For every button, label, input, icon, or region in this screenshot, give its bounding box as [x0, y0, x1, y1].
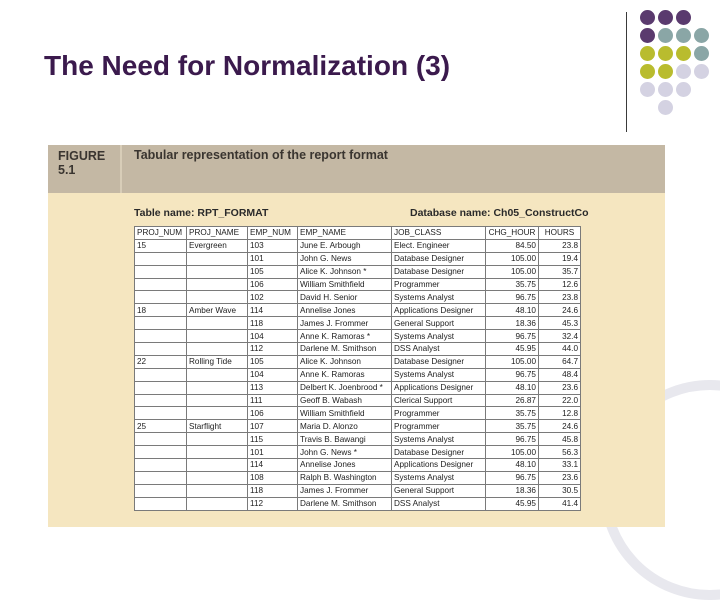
- table-cell: 104: [248, 368, 298, 381]
- decorative-dot: [640, 64, 655, 79]
- decorative-dot: [640, 10, 655, 25]
- figure-label-word: FIGURE: [58, 149, 106, 163]
- table-cell: 115: [248, 433, 298, 446]
- table-cell: 25: [135, 420, 187, 433]
- table-cell: Database Designer: [392, 265, 486, 278]
- table-cell: Darlene M. Smithson: [298, 497, 392, 510]
- table-cell: 45.8: [539, 433, 581, 446]
- decorative-dot: [676, 82, 691, 97]
- decorative-dot: [658, 64, 673, 79]
- table-cell: Programmer: [392, 278, 486, 291]
- table-row: [135, 484, 581, 497]
- table-cell: Applications Designer: [392, 459, 486, 472]
- table-row: [135, 304, 581, 317]
- table-cell: 23.6: [539, 471, 581, 484]
- table-row: [135, 446, 581, 459]
- column-header-proj-num: PROJ_NUM: [135, 227, 187, 240]
- table-cell: 48.10: [486, 381, 539, 394]
- table-cell: 33.1: [539, 459, 581, 472]
- table-row: [135, 368, 581, 381]
- table-cell: [135, 368, 187, 381]
- table-cell: Maria D. Alonzo: [298, 420, 392, 433]
- table-cell: 45.95: [486, 343, 539, 356]
- table-cell: General Support: [392, 484, 486, 497]
- table-cell: June E. Arbough: [298, 239, 392, 252]
- table-cell: [187, 278, 248, 291]
- report-table: [134, 226, 581, 511]
- table-header-row: [135, 227, 581, 240]
- table-cell: 44.0: [539, 343, 581, 356]
- decorative-dot: [676, 28, 691, 43]
- table-cell: [135, 497, 187, 510]
- table-cell: 114: [248, 459, 298, 472]
- table-cell: Systems Analyst: [392, 330, 486, 343]
- table-cell: [187, 394, 248, 407]
- table-cell: David H. Senior: [298, 291, 392, 304]
- table-cell: Amber Wave: [187, 304, 248, 317]
- table-cell: John G. News *: [298, 446, 392, 459]
- table-cell: 35.7: [539, 265, 581, 278]
- table-row: [135, 239, 581, 252]
- column-header-job-class: JOB_CLASS: [392, 227, 486, 240]
- table-cell: 112: [248, 343, 298, 356]
- decorative-dot: [640, 82, 655, 97]
- table-cell: Elect. Engineer: [392, 239, 486, 252]
- table-cell: Travis B. Bawangi: [298, 433, 392, 446]
- table-cell: [187, 497, 248, 510]
- decorative-dot: [640, 46, 655, 61]
- table-cell: 118: [248, 317, 298, 330]
- table-cell: 12.8: [539, 407, 581, 420]
- table-cell: Systems Analyst: [392, 291, 486, 304]
- table-cell: 48.10: [486, 304, 539, 317]
- decorative-dot: [658, 10, 673, 25]
- table-cell: 18.36: [486, 317, 539, 330]
- table-cell: [135, 381, 187, 394]
- decorative-dot: [694, 46, 709, 61]
- column-header-hours: HOURS: [539, 227, 581, 240]
- table-cell: 32.4: [539, 330, 581, 343]
- table-cell: 15: [135, 239, 187, 252]
- table-cell: 105.00: [486, 252, 539, 265]
- table-cell: 18.36: [486, 484, 539, 497]
- table-cell: 48.4: [539, 368, 581, 381]
- decorative-dot: [658, 28, 673, 43]
- decorative-dot-grid: [640, 10, 720, 150]
- table-cell: 102: [248, 291, 298, 304]
- table-cell: 23.8: [539, 291, 581, 304]
- table-cell: [135, 278, 187, 291]
- decorative-dot: [658, 82, 673, 97]
- table-cell: 24.6: [539, 420, 581, 433]
- table-cell: [135, 252, 187, 265]
- table-cell: 45.3: [539, 317, 581, 330]
- table-cell: Ralph B. Washington: [298, 471, 392, 484]
- table-cell: 118: [248, 484, 298, 497]
- database-name: Database name: Ch05_ConstructCo: [410, 207, 589, 219]
- table-cell: 105.00: [486, 355, 539, 368]
- table-cell: 105: [248, 265, 298, 278]
- table-cell: William Smithfield: [298, 278, 392, 291]
- decorative-dot: [694, 28, 709, 43]
- column-header-emp-name: EMP_NAME: [298, 227, 392, 240]
- table-cell: 105: [248, 355, 298, 368]
- figure-header: [48, 145, 665, 193]
- table-cell: [187, 459, 248, 472]
- table-cell: [187, 433, 248, 446]
- table-cell: 101: [248, 446, 298, 459]
- table-cell: Programmer: [392, 420, 486, 433]
- title-divider: [626, 12, 627, 132]
- table-cell: [187, 330, 248, 343]
- table-cell: 111: [248, 394, 298, 407]
- table-cell: Darlene M. Smithson: [298, 343, 392, 356]
- table-cell: 105.00: [486, 446, 539, 459]
- table-cell: [135, 446, 187, 459]
- table-cell: Database Designer: [392, 446, 486, 459]
- table-cell: DSS Analyst: [392, 343, 486, 356]
- table-body: [135, 239, 581, 510]
- decorative-dot: [676, 10, 691, 25]
- table-cell: Applications Designer: [392, 304, 486, 317]
- table-cell: 23.8: [539, 239, 581, 252]
- table-cell: Applications Designer: [392, 381, 486, 394]
- table-cell: 105.00: [486, 265, 539, 278]
- table-cell: [187, 317, 248, 330]
- table-cell: 96.75: [486, 330, 539, 343]
- table-cell: 108: [248, 471, 298, 484]
- table-cell: DSS Analyst: [392, 497, 486, 510]
- table-cell: 26.87: [486, 394, 539, 407]
- table-cell: 112: [248, 497, 298, 510]
- table-cell: 30.5: [539, 484, 581, 497]
- table-cell: Clerical Support: [392, 394, 486, 407]
- table-cell: 104: [248, 330, 298, 343]
- table-row: [135, 394, 581, 407]
- table-cell: Alice K. Johnson *: [298, 265, 392, 278]
- table-row: [135, 381, 581, 394]
- table-cell: 35.75: [486, 278, 539, 291]
- table-row: [135, 355, 581, 368]
- table-cell: Systems Analyst: [392, 433, 486, 446]
- table-row: [135, 330, 581, 343]
- decorative-dot: [658, 46, 673, 61]
- table-cell: 48.10: [486, 459, 539, 472]
- table-cell: 96.75: [486, 291, 539, 304]
- table-row: [135, 471, 581, 484]
- table-row: [135, 278, 581, 291]
- table-row: [135, 317, 581, 330]
- table-cell: James J. Frommer: [298, 484, 392, 497]
- table-cell: 35.75: [486, 407, 539, 420]
- table-cell: Alice K. Johnson: [298, 355, 392, 368]
- table-cell: John G. News: [298, 252, 392, 265]
- table-cell: Geoff B. Wabash: [298, 394, 392, 407]
- table-cell: 101: [248, 252, 298, 265]
- table-cell: 113: [248, 381, 298, 394]
- table-cell: 96.75: [486, 471, 539, 484]
- table-row: [135, 459, 581, 472]
- table-cell: Annelise Jones: [298, 304, 392, 317]
- figure-number: 5.1: [58, 163, 76, 177]
- table-cell: 96.75: [486, 433, 539, 446]
- table-cell: 96.75: [486, 368, 539, 381]
- table-cell: [187, 446, 248, 459]
- table-row: [135, 497, 581, 510]
- table-cell: Programmer: [392, 407, 486, 420]
- table-cell: [135, 484, 187, 497]
- table-cell: Evergreen: [187, 239, 248, 252]
- figure-panel: [48, 145, 665, 527]
- table-cell: James J. Frommer: [298, 317, 392, 330]
- table-cell: [135, 317, 187, 330]
- table-cell: Systems Analyst: [392, 368, 486, 381]
- table-row: [135, 433, 581, 446]
- table-cell: 18: [135, 304, 187, 317]
- table-cell: [135, 459, 187, 472]
- table-cell: [135, 407, 187, 420]
- table-cell: Delbert K. Joenbrood *: [298, 381, 392, 394]
- table-cell: 45.95: [486, 497, 539, 510]
- table-cell: Anne K. Ramoras *: [298, 330, 392, 343]
- figure-caption: Tabular representation of the report format: [134, 148, 388, 162]
- table-row: [135, 407, 581, 420]
- table-name: Table name: RPT_FORMAT: [134, 207, 269, 219]
- table-cell: [187, 407, 248, 420]
- figure-header-separator: [120, 145, 122, 193]
- table-cell: Database Designer: [392, 355, 486, 368]
- column-header-emp-num: EMP_NUM: [248, 227, 298, 240]
- table-cell: [135, 343, 187, 356]
- table-cell: [187, 291, 248, 304]
- table-cell: 64.7: [539, 355, 581, 368]
- table-cell: 106: [248, 407, 298, 420]
- table-cell: [135, 433, 187, 446]
- table-cell: Systems Analyst: [392, 471, 486, 484]
- table-cell: 56.3: [539, 446, 581, 459]
- table-cell: Rolling Tide: [187, 355, 248, 368]
- table-row: [135, 265, 581, 278]
- table-cell: [187, 252, 248, 265]
- table-cell: [135, 394, 187, 407]
- table-cell: 35.75: [486, 420, 539, 433]
- column-header-chg-hour: CHG_HOUR: [486, 227, 539, 240]
- table-cell: General Support: [392, 317, 486, 330]
- table-cell: William Smithfield: [298, 407, 392, 420]
- decorative-dot: [640, 28, 655, 43]
- table-cell: 41.4: [539, 497, 581, 510]
- table-row: [135, 420, 581, 433]
- table-cell: 22.0: [539, 394, 581, 407]
- decorative-dot: [658, 100, 673, 115]
- table-cell: Starflight: [187, 420, 248, 433]
- table-cell: 24.6: [539, 304, 581, 317]
- table-cell: 23.6: [539, 381, 581, 394]
- table-cell: [187, 381, 248, 394]
- table-cell: Anne K. Ramoras: [298, 368, 392, 381]
- slide-title: The Need for Normalization (3): [44, 50, 451, 81]
- table-cell: 106: [248, 278, 298, 291]
- table-cell: [135, 265, 187, 278]
- table-cell: [135, 330, 187, 343]
- table-cell: [135, 471, 187, 484]
- table-cell: [187, 368, 248, 381]
- table-cell: [187, 484, 248, 497]
- table-cell: 22: [135, 355, 187, 368]
- figure-label: [58, 149, 105, 177]
- table-cell: [187, 265, 248, 278]
- table-row: [135, 252, 581, 265]
- decorative-dot: [676, 46, 691, 61]
- table-cell: 114: [248, 304, 298, 317]
- table-cell: 107: [248, 420, 298, 433]
- table-cell: 84.50: [486, 239, 539, 252]
- decorative-dot: [694, 64, 709, 79]
- table-cell: [187, 471, 248, 484]
- table-cell: Annelise Jones: [298, 459, 392, 472]
- table-row: [135, 291, 581, 304]
- table-cell: [135, 291, 187, 304]
- decorative-dot: [676, 64, 691, 79]
- table-row: [135, 343, 581, 356]
- column-header-proj-name: PROJ_NAME: [187, 227, 248, 240]
- table-cell: Database Designer: [392, 252, 486, 265]
- table-cell: 19.4: [539, 252, 581, 265]
- table-cell: [187, 343, 248, 356]
- table-cell: 12.6: [539, 278, 581, 291]
- table-cell: 103: [248, 239, 298, 252]
